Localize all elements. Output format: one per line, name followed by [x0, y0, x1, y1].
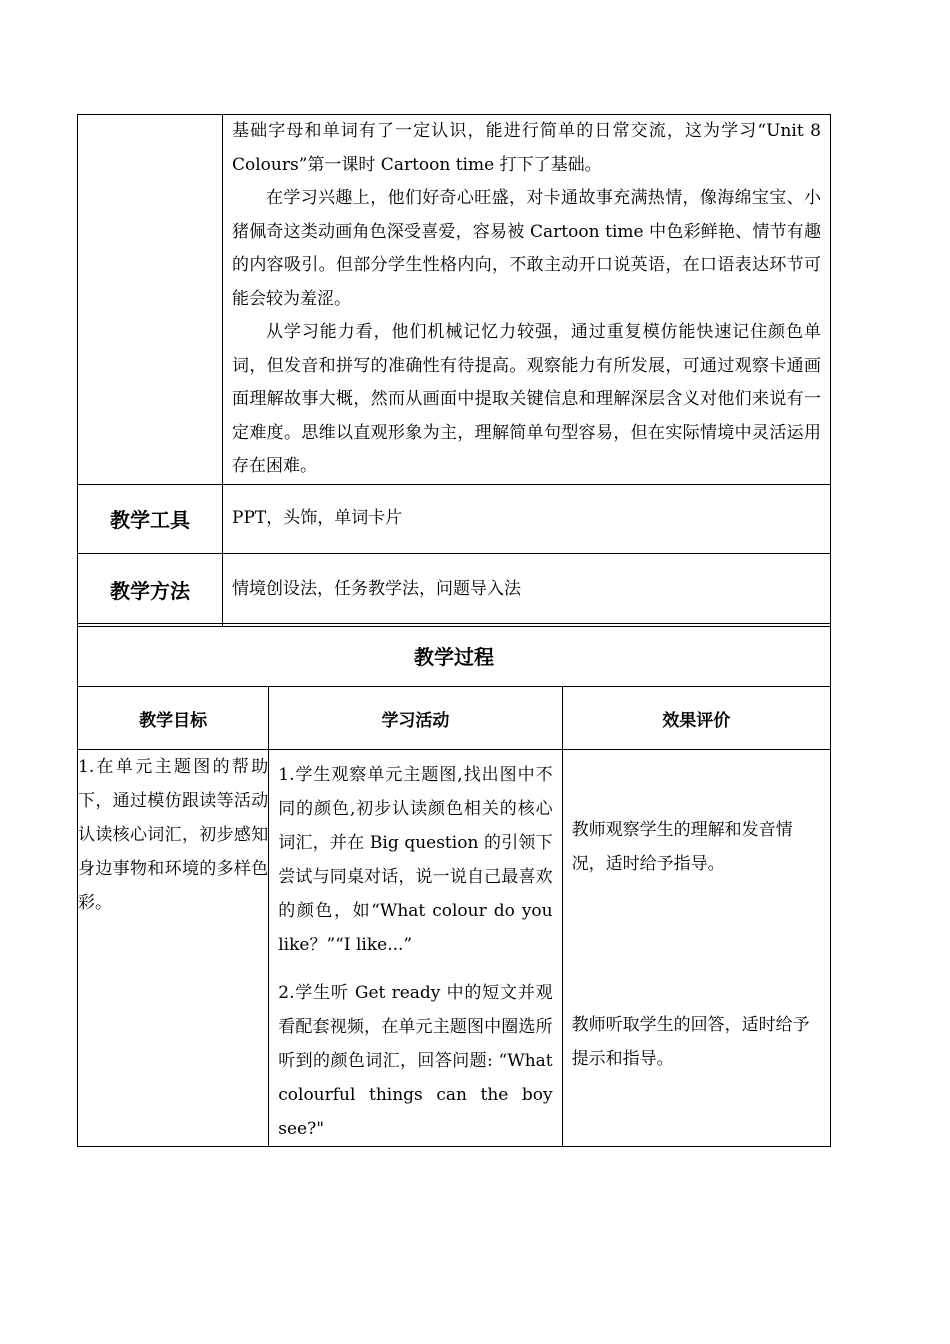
process-title-row — [78, 624, 831, 687]
teaching-process-table — [77, 623, 831, 1147]
process-header-row — [78, 687, 831, 750]
info-table — [77, 114, 831, 627]
teaching-tools-value: PPT，头饰，单词卡片 — [223, 484, 831, 553]
process-body-row — [78, 750, 831, 1147]
evaluation-item-2: 教师听取学生的回答，适时给予提示和指导。 — [571, 1015, 810, 1069]
column-header-evaluation: 效果评价 — [562, 687, 830, 750]
evaluation-item-1: 教师观察学生的理解和发音情况，适时给予指导。 — [571, 820, 793, 874]
evaluation-cell — [562, 750, 830, 1147]
activity-item-2: 2.学生听 Get ready 中的短文并观看配套视频，在单元主题图中圈选所听到的颜色词汇，回答问题: “What colourful things can the boy see?" — [278, 983, 553, 1139]
process-title: 教学过程 — [78, 624, 831, 687]
column-header-goal: 教学目标 — [78, 687, 269, 750]
activity-cell — [269, 750, 562, 1147]
learner-analysis-row — [78, 115, 831, 485]
column-header-activity: 学习活动 — [269, 687, 562, 750]
learner-analysis-label-cell — [78, 115, 223, 485]
teaching-methods-value: 情境创设法，任务教学法，问题导入法 — [223, 553, 831, 626]
teaching-methods-row — [78, 553, 831, 626]
teaching-tools-label: 教学工具 — [78, 484, 223, 553]
teaching-methods-label: 教学方法 — [78, 553, 223, 626]
learner-analysis-paragraph-2: 在学习兴趣上，他们好奇心旺盛，对卡通故事充满热情，像海绵宝宝、小猪佩奇这类动画角色深受喜爱，容易被 Cartoon time 中色彩鲜艳、情节有趣的内容吸引。但部分学生性格内向，不敢主动开口说英语，在口语表达环节可能会较为羞涩。 — [232, 188, 821, 309]
learner-analysis-paragraph-1: 基础字母和单词有了一定认识，能进行简单的日常交流，这为学习“Unit 8 Colours”第一课时 Cartoon time 打下了基础。 — [232, 121, 821, 175]
goal-cell: 1.在单元主题图的帮助下，通过模仿跟读等活动认读核心词汇，初步感知身边事物和环境的多样色彩。 — [78, 750, 269, 1147]
evaluation-box — [563, 750, 830, 1140]
activity-item-1: 1.学生观察单元主题图,找出图中不同的颜色,初步认读颜色相关的核心词汇，并在 Big question 的引领下尝试与同桌对话，说一说自己最喜欢的颜色，如“What colour do you like？”“I like...” — [278, 765, 553, 955]
learner-analysis-cell — [223, 115, 831, 485]
teaching-tools-row — [78, 484, 831, 553]
learner-analysis-paragraph-3: 从学习能力看，他们机械记忆力较强，通过重复模仿能快速记住颜色单词，但发音和拼写的准确性有待提高。观察能力有所发展，可通过观察卡通画面理解故事大概，然而从画面中提取关键信息和理解深层含义对他们来说有一定难度。思维以直观形象为主，理解简单句型容易，但在实际情境中灵活运用存在困难。 — [232, 322, 821, 476]
